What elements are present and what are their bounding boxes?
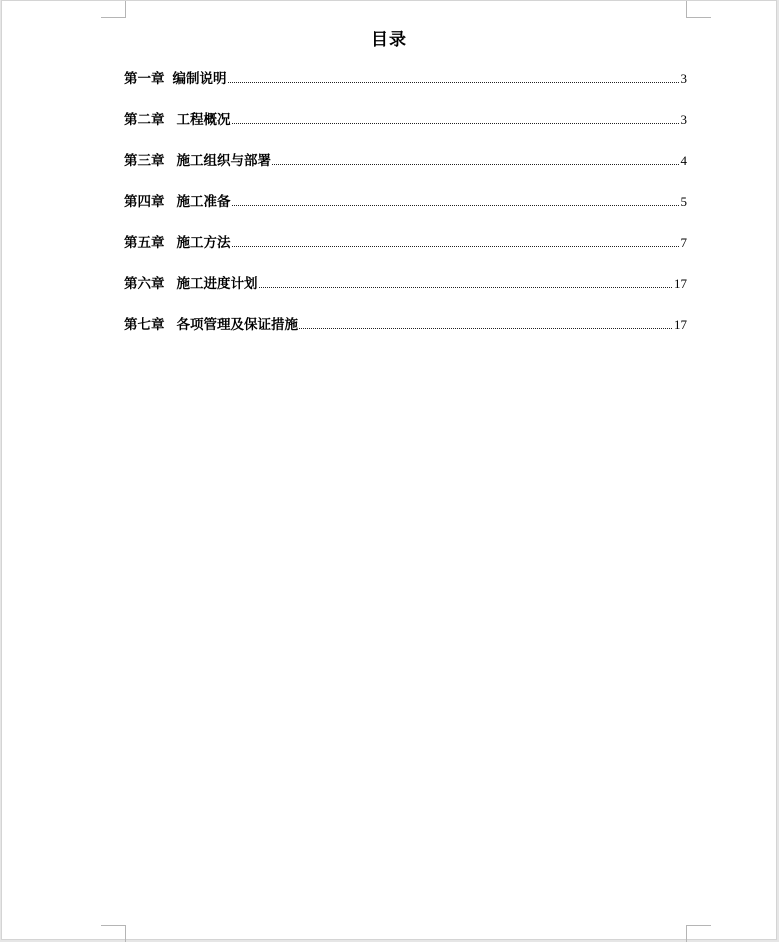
dot-leader xyxy=(232,204,679,206)
toc-entry-label xyxy=(124,273,258,295)
toc-chapter-number: 第二章 xyxy=(124,112,165,128)
crop-mark-top-right xyxy=(686,1,711,18)
toc-page-number: 17 xyxy=(674,276,687,291)
crop-mark-top-left xyxy=(101,1,126,18)
toc-chapter-name: 编制说明 xyxy=(172,71,227,87)
dot-leader xyxy=(272,163,679,165)
dot-leader xyxy=(232,245,679,247)
toc-chapter-name: 施工方法 xyxy=(176,235,231,251)
document-page xyxy=(1,0,777,940)
crop-mark-bottom-right xyxy=(686,925,711,942)
toc-entry[interactable] xyxy=(124,295,687,336)
toc-chapter-number: 第七章 xyxy=(124,317,165,333)
toc-chapter-number: 第五章 xyxy=(124,235,165,251)
toc-entry[interactable] xyxy=(124,49,687,90)
toc-title: 目录 xyxy=(371,30,407,50)
toc-entry[interactable] xyxy=(124,90,687,131)
toc-entry[interactable] xyxy=(124,254,687,295)
toc-chapter-number: 第四章 xyxy=(124,194,165,210)
toc-entry[interactable] xyxy=(124,172,687,213)
toc-chapter-name: 施工准备 xyxy=(176,194,231,210)
dot-leader xyxy=(259,286,673,288)
toc-entry-label xyxy=(124,232,231,254)
toc-chapter-number: 第三章 xyxy=(124,153,165,169)
toc-chapter-name: 工程概况 xyxy=(176,112,231,128)
toc-chapter-number: 第一章 xyxy=(124,71,165,87)
dot-leader xyxy=(228,81,679,83)
toc-chapter-number: 第六章 xyxy=(124,276,165,292)
dot-leader xyxy=(232,122,679,124)
crop-mark-bottom-left xyxy=(101,925,126,942)
toc-page-number: 3 xyxy=(680,71,687,86)
toc-chapter-name: 施工进度计划 xyxy=(176,276,258,292)
toc-entry[interactable] xyxy=(124,213,687,254)
dot-leader xyxy=(299,327,672,329)
toc-entry-label xyxy=(124,68,227,90)
toc-page-number: 5 xyxy=(680,194,687,209)
table-of-contents xyxy=(124,49,687,336)
toc-entry-label xyxy=(124,150,271,172)
toc-page-number: 4 xyxy=(680,153,687,168)
toc-chapter-name: 各项管理及保证措施 xyxy=(176,317,298,333)
toc-page-number: 7 xyxy=(680,235,687,250)
toc-entry-label xyxy=(124,191,231,213)
toc-entry-label xyxy=(124,314,298,336)
toc-entry[interactable] xyxy=(124,131,687,172)
toc-entry-label xyxy=(124,109,231,131)
toc-page-number: 17 xyxy=(674,317,687,332)
toc-chapter-name: 施工组织与部署 xyxy=(176,153,271,169)
toc-page-number: 3 xyxy=(680,112,687,127)
